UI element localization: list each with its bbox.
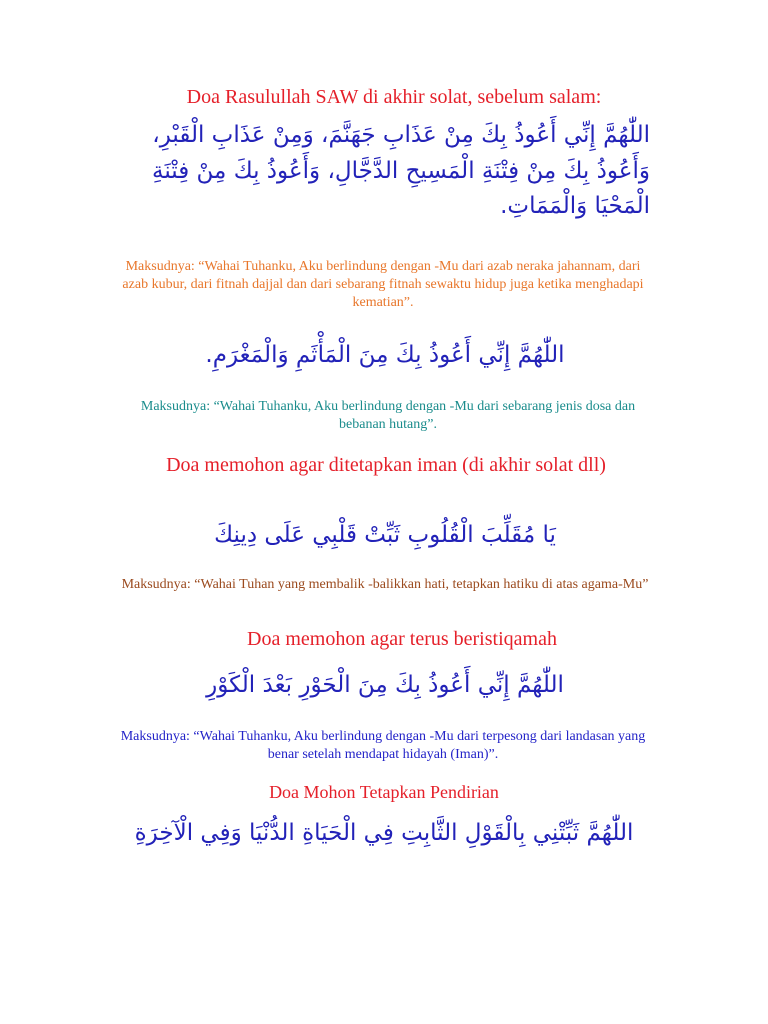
- section-4-heading: Doa memohon agar terus beristiqamah: [247, 628, 557, 650]
- section-5-arabic: اللّٰهُمَّ ثَبِّتْنِي بِالْقَوْلِ الثَّابِتِ فِي الْحَيَاةِ الدُّنْيَا وَفِي الْآخِرَةِ: [134, 820, 634, 846]
- section-4-translation: Maksudnya: “Wahai Tuhanku, Aku berlindung dengan -Mu dari terpesong dari landasan yang benar setelah mendapat hidayah (Iman)”.: [120, 729, 646, 763]
- section-3-translation: Maksudnya: “Wahai Tuhan yang membalik -balikkan hati, tetapkan hatiku di atas agama-Mu”: [121, 577, 649, 592]
- section-3-arabic: يَا مُقَلِّبَ الْقُلُوبِ ثَبِّتْ قَلْبِي عَلَى دِينِكَ: [214, 522, 556, 548]
- section-2-arabic: اللّٰهُمَّ إِنِّي أَعُوذُ بِكَ مِنَ الْمَأْثَمِ وَالْمَغْرَمِ.: [205, 342, 565, 368]
- section-1-translation: Maksudnya: “Wahai Tuhanku, Aku berlindung dengan -Mu dari azab neraka jahannam, dari azab kubur, dari fitnah dajjal dan dari sebarang fitnah sewaktu hidup juga ketika menghadapi kematian”.: [122, 259, 644, 311]
- section-5-heading: Doa Mohon Tetapkan Pendirian: [269, 782, 499, 802]
- section-1-heading: Doa Rasulullah SAW di akhir solat, sebelum salam:: [186, 86, 602, 108]
- section-3-heading: Doa memohon agar ditetapkan iman (di akhir solat dll): [166, 454, 606, 476]
- section-4-arabic: اللّٰهُمَّ إِنِّي أَعُوذُ بِكَ مِنَ الْحَوْرِ بَعْدَ الْكَوْرِ: [206, 672, 564, 698]
- section-2-translation: Maksudnya: “Wahai Tuhanku, Aku berlindung dengan -Mu dari sebarang jenis dosa dan bebanan hutang”.: [140, 399, 636, 433]
- section-1-arabic: اللّٰهُمَّ إِنِّي أَعُوذُ بِكَ مِنْ عَذَابِ جَهَنَّمَ، وَمِنْ عَذَابِ الْقَبْرِ، وَأَعُوذُ بِكَ مِنْ فِتْنَةِ الْمَسِيحِ الدَّجَّالِ، وَأَعُوذُ بِكَ مِنْ فِتْنَةِ الْمَحْيَا وَالْمَمَاتِ.: [152, 122, 650, 220]
